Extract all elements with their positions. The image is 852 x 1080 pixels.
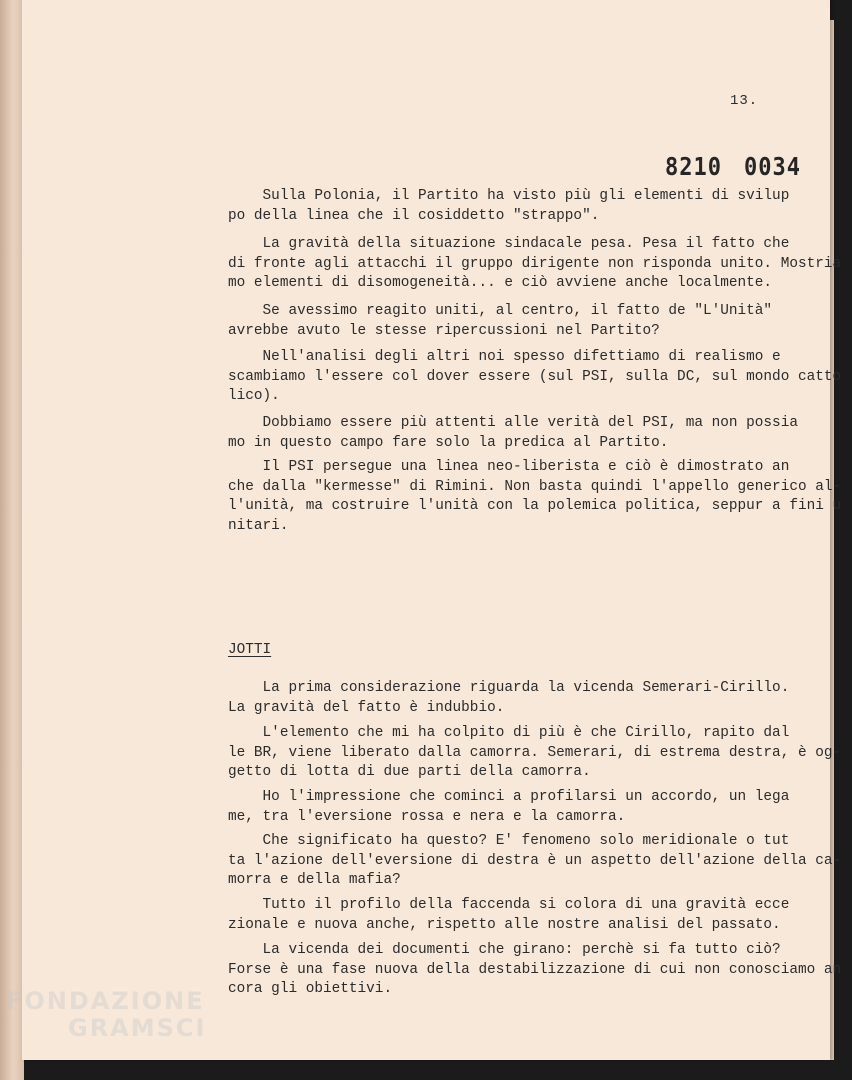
paragraph: Dobbiamo essere più attenti alle verità del PSI, ma non possia mo in questo campo fare solo la predica al Partito.	[228, 415, 798, 451]
paragraph: Nell'analisi degli altri noi spesso difettiamo di realismo e scambiamo l'essere col dover essere (sul PSI, sulla DC, sul mondo catto lico).	[228, 349, 842, 404]
archive-stamp-series: 8210	[665, 153, 722, 182]
paragraph: L'elemento che mi ha colpito di più è che Cirillo, rapito dal le BR, viene liberato dalla camorra. Semerari, di estrema destra, è og- getto di lotta di due parti della camorra.	[228, 725, 842, 780]
paragraph: Sulla Polonia, il Partito ha visto più gli elementi di svilup po della linea che il cosiddetto "strappo".	[228, 188, 790, 224]
paragraph: La prima considerazione riguarda la vicenda Semerari-Cirillo. La gravità del fatto è indubbio.	[228, 680, 790, 716]
paragraph: La gravità della situazione sindacale pesa. Pesa il fatto che di fronte agli attacchi il gruppo dirigente non risponda unito. Mostria mo elementi di disomogeneità... e ciò avviene anche localmente.	[228, 236, 842, 291]
document-page	[22, 0, 842, 1060]
speaker-heading: JOTTI	[228, 642, 272, 658]
paragraph: Che significato ha questo? E' fenomeno solo meridionale o tut ta l'azione dell'eversione di destra è un aspetto dell'azione della ca- morra e della mafia?	[228, 833, 842, 888]
paragraph: Se avessimo reagito uniti, al centro, il fatto de "L'Unità" avrebbe avuto le stesse ripercussioni nel Partito?	[228, 303, 773, 339]
archive-stamp	[665, 153, 801, 182]
page-number: 13.	[730, 93, 759, 109]
paragraph: Tutto il profilo della faccenda si colora di una gravità ecce zionale e nuova anche, rispetto alle nostre analisi del passato.	[228, 897, 790, 933]
facing-page-edge	[0, 0, 24, 1080]
archive-stamp-sheet: 0034	[743, 153, 801, 182]
foundation-watermark	[6, 988, 206, 1042]
watermark-line-2: GRAMSCI	[68, 1014, 207, 1042]
watermark-line-1: FONDAZIONE	[6, 987, 205, 1015]
paragraph: La vicenda dei documenti che girano: perchè si fa tutto ciò? Forse è una fase nuova della destabilizzazione di cui non conosciamo cora gli obiettivi.	[228, 942, 816, 997]
paragraph: Ho l'impressione che cominci a profilarsi un accordo, un lega me, tra l'eversione rossa e nera e la camorra.	[228, 789, 790, 825]
paragraph: Il PSI persegue una linea neo-liberista e ciò è dimostrato an che dalla "kermesse" di Rimini. Non basta quindi l'appello generico al- l'unità, ma costruire l'unità con la polemica politica, seppur a fini u nitari.	[228, 459, 842, 534]
